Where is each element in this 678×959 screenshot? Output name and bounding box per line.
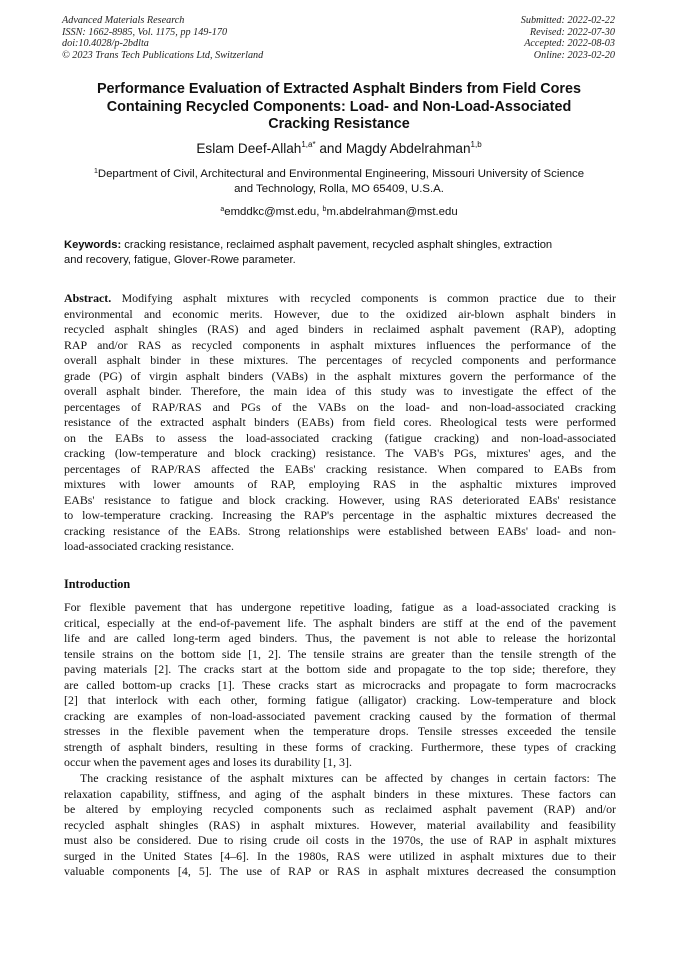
abstract-line: environmental and economic merits. However, due to the oxidized air-blown asphalt binders in (64, 306, 616, 321)
date-online: Online: 2023-02-20 (533, 49, 615, 61)
abstract-line: RAP and/or RAS as recycled components in asphalt mixtures influences the performance of the (64, 337, 616, 352)
affiliation-mark: 1 (93, 168, 98, 175)
keywords-text: and recovery, fatigue, Glover-Rowe parameter. (64, 253, 296, 266)
intro-paragraph-2 (64, 771, 616, 880)
email-link[interactable]: m.abdelrahman@mst.edu (326, 206, 458, 218)
email-link[interactable]: emddkc@mst.edu, (224, 206, 323, 218)
abstract-line: EABs' resistance to fatigue and block cracking. However, using RAS deteriorated EABs' resistance (64, 492, 616, 507)
date-accepted: Accepted: 2022-08-03 (524, 38, 615, 50)
journal-copyright: © 2023 Trans Tech Publications Ltd, Switzerland (62, 49, 264, 61)
paragraph-line: are called bottom-up cracks [1]. These cracks start as microcracks and propagate to form macrocracks (64, 677, 616, 692)
abstract-line: on the EABs to assess the load-associated cracking (fatigue cracking) and non-load-associated (64, 430, 616, 445)
title-line: Containing Recycled Components: Load- and Non-Load-Associated (106, 98, 572, 115)
email-mark: b (322, 206, 327, 213)
paragraph-line: valuable components [4, 5]. The use of RAP or RAS in asphalt mixtures decreased the consumption (64, 864, 616, 878)
abstract (64, 291, 616, 555)
paragraph-line: recycled asphalt shingles (RAS) in asphalt mixtures. However, material availability and feasibility (64, 817, 616, 832)
paragraph-line: [2] that interlock with each other, forming fatigue (alligator) cracking. Low-temperature and block (64, 693, 616, 707)
paragraph-line: critical, especially at the end-of-pavement life. The asphalt binders are stiff at the end of the pavement (64, 615, 616, 630)
paragraph-line: cracking are examples of non-load-associated pavement cracking caused by the formation of thermal (64, 708, 616, 723)
paragraph-line: For flexible pavement that has undergone repetitive loading, fatigue as a load-associated cracking is (64, 600, 616, 614)
paragraph-line: be altered by employing recycled components such as reclaimed asphalt pavement (RAP) and/or (64, 802, 616, 816)
publication-dates (521, 15, 615, 61)
author-emails (50, 205, 628, 219)
paragraph-line: surged in the United States [4–6]. In the 1980s, RAS were utilized in asphalt mixtures due to their (64, 848, 616, 863)
author-affiliation-mark: 1,b (470, 140, 482, 149)
paragraph-line: relaxation capability, stiffness, and aging of the asphalt binders in these mixtures. These factors can (64, 786, 616, 801)
paragraph-line: The cracking resistance of the asphalt mixtures can be affected by changes in certain factors: The (80, 771, 616, 785)
author-list (40, 141, 638, 157)
paragraph-line: must also be considered. Due to rising crude oil costs in the 1970s, the use of RAP in asphalt mixtures (64, 833, 616, 847)
section-heading: Introduction (64, 577, 131, 591)
abstract-line: overall asphalt binder in these mixtures. The percentages of recycled components and performance (64, 353, 616, 367)
paper-title (50, 81, 628, 134)
abstract-line: grade (PG) of virgin asphalt binders (VABs) in the asphalt mixtures govern the performance of the (64, 368, 616, 383)
abstract-line: Abstract. Modifying asphalt mixtures with recycled components is common practice due to their (64, 291, 616, 305)
journal-info (62, 15, 263, 61)
paragraph-line: tensile strains on the bottom side [1, 2]. The tensile strains are greater than the tensile strength of the (64, 646, 616, 661)
abstract-line: recycled asphalt shingles (RAS) and aged binders in reclaimed asphalt pavement (RAP), adopting (64, 322, 616, 336)
author-affiliation-mark: 1,a* (301, 140, 316, 149)
paragraph-line: stresses in the flexible pavement when the temperature drops. Tensile stresses exceeded the tensile (64, 724, 616, 738)
abstract-line: resistance of the extracted asphalt binders (EABs) from field cores. Rheological tests were performed (64, 415, 616, 429)
abstract-line: to low-temperature cracking. Increasing the RAP's percentage in the asphaltic mixtures decreased the (64, 508, 616, 522)
abstract-label: Abstract. (64, 291, 112, 305)
abstract-line: cracking resistance of the EABs. Strong relationships were established between EABs' load- and non- (64, 523, 616, 538)
author-joiner: and (315, 141, 346, 156)
author-name: Eslam Deef-Allah (196, 141, 302, 156)
abstract-line: load-associated cracking resistance. (64, 539, 235, 553)
email-mark: a (220, 206, 225, 213)
journal-issn: ISSN: 1662-8985, Vol. 1175, pp 149-170 (62, 26, 228, 38)
affiliation-line: Department of Civil, Architectural and Environmental Engineering, Missouri University of Science (97, 168, 585, 180)
journal-name: Advanced Materials Research (62, 15, 185, 26)
keywords-label: Keywords: (64, 239, 122, 251)
affiliation-line: and Technology, Rolla, MO 65409, U.S.A. (234, 182, 444, 195)
abstract-line: overall asphalt binder. Therefore, the main idea of this study was to investigate the effect of the (64, 384, 616, 398)
affiliation (50, 167, 628, 196)
paragraph-line: life and are called long-term aged binders. Thus, the pavement is not able to release the horizontal (64, 631, 616, 645)
keywords (64, 238, 616, 267)
journal-doi: doi:10.4028/p-2bdlta (62, 38, 149, 50)
abstract-line: percentages of RAP/RAS and PGs of the VABs on the load- and non-load-associated cracking (64, 399, 616, 414)
abstract-line: mixtures with lower amounts of RAP, employing RAS in the asphaltic mixtures improved (64, 477, 616, 491)
abstract-line: percentages of RAP/RAS affected the EABs' cracking resistance. When compared to EABs from (64, 461, 616, 476)
title-line: Cracking Resistance (268, 116, 410, 132)
paragraph-line: strength of asphalt binders, resulting in these forms of cracking. Furthermore, these types of cracking (64, 739, 616, 754)
keywords-text: cracking resistance, reclaimed asphalt pavement, recycled asphalt shingles, extraction (121, 239, 553, 251)
paragraph-line: occur when the pavement ages and loses its durability [1, 3]. (64, 755, 352, 769)
title-line: Performance Evaluation of Extracted Asphalt Binders from Field Cores (96, 81, 582, 97)
date-submitted: Submitted: 2022-02-22 (520, 15, 615, 26)
abstract-line: cracking (low-temperature and block cracking) resistance. The VAB's PGs, mixtures' ages, and the (64, 446, 616, 460)
date-revised: Revised: 2022-07-30 (529, 26, 615, 38)
paragraph-line: paving materials [2]. The cracks start at the bottom side and propagate to the top side; therefore, they (64, 662, 616, 676)
author-name: Magdy Abdelrahman (345, 141, 471, 156)
intro-paragraph-1 (64, 600, 616, 771)
